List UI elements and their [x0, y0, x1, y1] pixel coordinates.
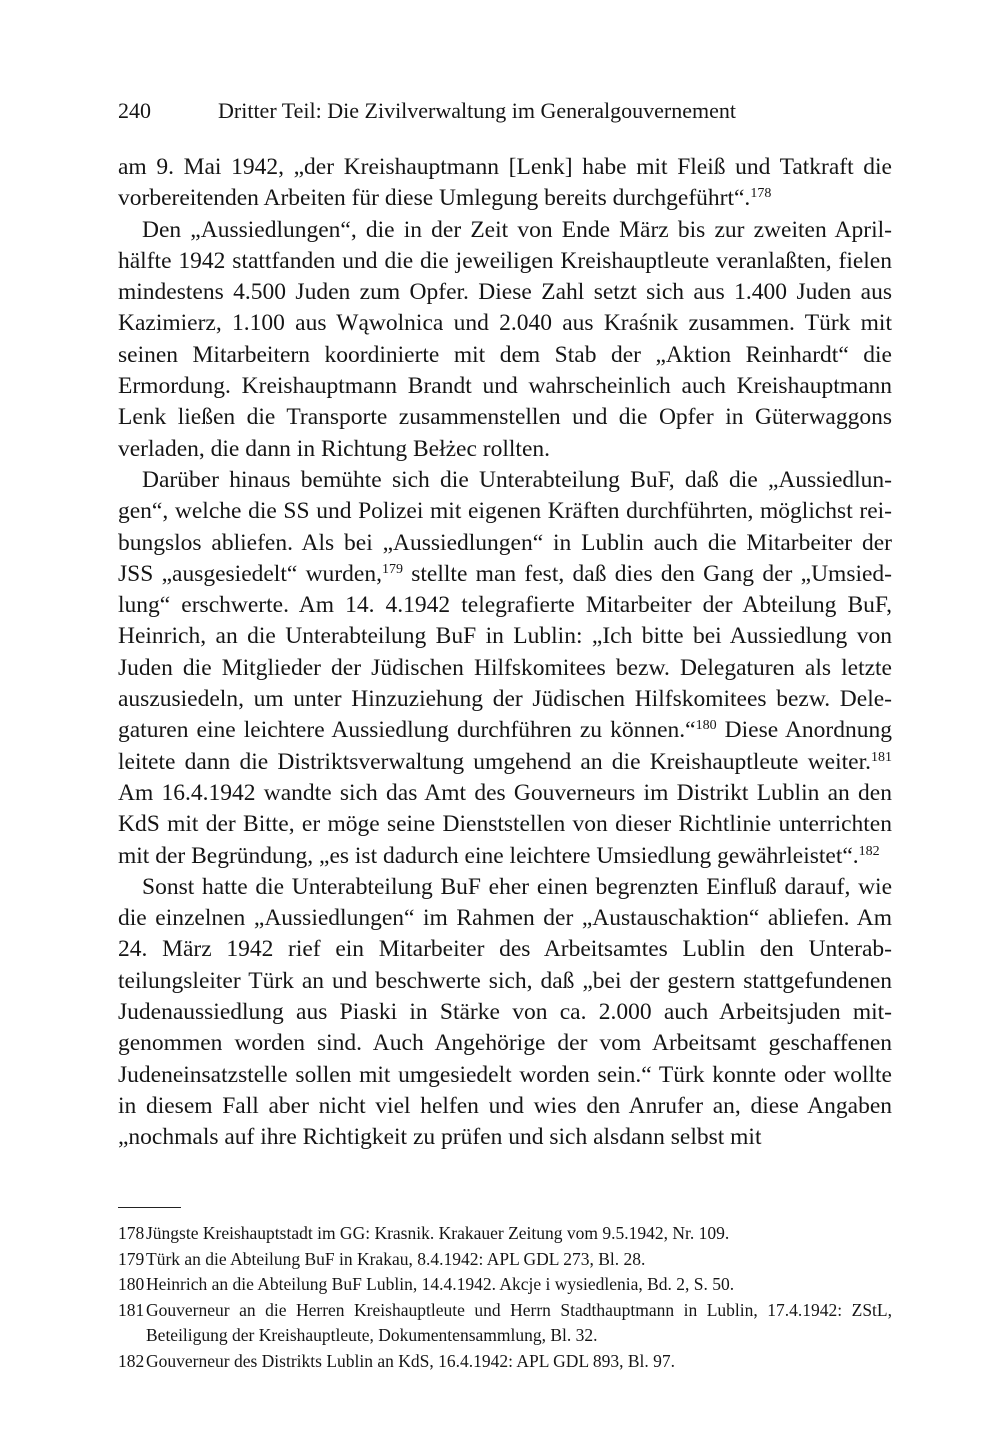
footnote-reference: 182: [858, 843, 880, 859]
footnote-number: 182: [118, 1350, 145, 1371]
body-text: [118, 152, 892, 1154]
footnote-text: Türk an die Abteilung BuF in Krakau, 8.4.1942: APL GDL 273, Bl. 28.: [146, 1248, 646, 1269]
footnotes: [118, 1221, 892, 1374]
running-title: Dritter Teil: Die Zivilverwaltung im Generalgouvernement: [218, 98, 736, 123]
footnote-reference: 180: [695, 718, 717, 734]
footnote-number: 180: [118, 1274, 145, 1294]
footnote: [118, 1247, 892, 1273]
footnote-number: 179: [118, 1248, 145, 1269]
text-segment: Am 16.4.1942 wandte sich das Amt des Gouverneurs im Distrikt Lublin an den KdS mit der Bitte, er möge seine Dienststellen von dieser Richtlinie unterrichten mit der Begründung, „es ist dadurch eine leichtere Umsiedlung gewährleistet“.: [118, 779, 892, 869]
footnote-text: Gouverneur an die Herren Kreishauptleute und Herrn Stadthauptmann in Lublin, 17.4.1942: ZStL, Beteiligung der Kreishauptleute, Dokumentensammlung, Bl. 32.: [146, 1299, 892, 1345]
page-number: 240: [118, 98, 151, 123]
footnote-number: 178: [118, 1223, 145, 1243]
text-segment: Darüber hinaus bemühte sich die Unterabteilung BuF, daß die „Aussiedlungen“, welche die SS und Polizei mit eigenen Kräften durchführten, möglichst reibungslos abliefen. Als bei „Aussiedlungen“ in Lublin auch die Mitarbeiter der JSS „ausgesiedelt“ wurden,: [118, 466, 892, 587]
body-paragraph: [118, 152, 892, 215]
body-paragraph: [118, 465, 892, 872]
text-segment: Sonst hatte die Unterabteilung BuF eher einen begrenzten Einfluß darauf, wie die einzelnen „Aussiedlungen“ im Rahmen der „Austauschaktion“ abliefen. Am 24. März 1942 rief ein Mitarbeiter des Arbeitsamtes Lublin den Unterabteilungsleiter Türk an und beschwerte sich, daß „bei der gestern stattgefundenen Judenaussiedlung aus Piaski in Stärke von ca. 2.000 auch Arbeitsjuden mitgenommen worden sind. Auch Angehörige der vom Arbeitsamt geschaffenen Judeneinsatzstelle sollen mit umgesiedelt worden sein.“ Türk konnte oder wollte in diesem Fall aber nicht viel helfen und wies den Anrufer an, diese Angaben „nochmals auf ihre Richtigkeit zu prüfen und sich alsdann selbst mit: [118, 873, 892, 1151]
footnote: [118, 1221, 892, 1247]
footnote-text: Heinrich an die Abteilung BuF Lublin, 14.4.1942. Akcje i wysiedlenia, Bd. 2, S. 50.: [146, 1274, 735, 1294]
footnote-reference: 181: [871, 749, 892, 765]
footnote: [118, 1272, 892, 1298]
running-header: [118, 98, 892, 132]
footnote-divider: [118, 1207, 181, 1208]
text-segment: stellte man fest, daß dies den Gang der „Umsiedlung“ erschwerte. Am 14. 4.1942 telegrafierte Mitarbeiter der Abteilung BuF, Heinrich, an die Unterabteilung BuF in Lublin: „Ich bitte bei Aussiedlung von Juden die Mitglieder der Jüdischen Hilfskomitees bezw. Delegaturen als letzte auszusiedeln, um unter Hinzuziehung der Jüdischen Hilfskomitees bezw. Delegaturen eine leichtere Aussiedlung durchführen zu können.“: [118, 560, 892, 744]
footnote-reference: 178: [750, 186, 772, 202]
body-paragraph: [118, 215, 892, 465]
footnote-number: 181: [118, 1299, 145, 1320]
footnote-reference: 179: [381, 561, 403, 577]
footnote: [118, 1298, 892, 1349]
footnote-text: Jüngste Kreishauptstadt im GG: Krasnik. Krakauer Zeitung vom 9.5.1942, Nr. 109.: [146, 1223, 730, 1243]
body-paragraph: [118, 872, 892, 1154]
footnote: [118, 1349, 892, 1375]
text-segment: am 9. Mai 1942, „der Kreishauptmann [Lenk] habe mit Fleiß und Tatkraft die vorbereitenden Arbeiten für diese Umlegung bereits durchgeführt“.: [118, 154, 892, 212]
footnote-text: Gouverneur des Distrikts Lublin an KdS, 16.4.1942: APL GDL 893, Bl. 97.: [146, 1350, 676, 1371]
text-segment: Den „Aussiedlungen“, die in der Zeit von Ende März bis zur zweiten Aprilhälfte 1942 stattfanden und die die jeweiligen Kreishauptleute veranlaßten, fielen mindestens 4.500 Juden zum Opfer. Diese Zahl setzt sich aus 1.400 Juden aus Kazimierz, 1.100 aus Wąwolnica und 2.040 aus Kraśnik zusammen. Türk mit seinen Mitarbeitern koordinierte mit dem Stab der „Aktion Reinhardt“ die Ermordung. Kreishauptmann Brandt und wahrscheinlich auch Kreishauptmann Lenk ließen die Transporte zusammenstellen und die Opfer in Güterwaggons verladen, die dann in Richtung Bełżec rollten.: [118, 216, 892, 462]
text-segment: Diese Anordnung leitete dann die Distriktsverwaltung umgehend an die Kreishauptleute weiter.: [118, 717, 892, 775]
